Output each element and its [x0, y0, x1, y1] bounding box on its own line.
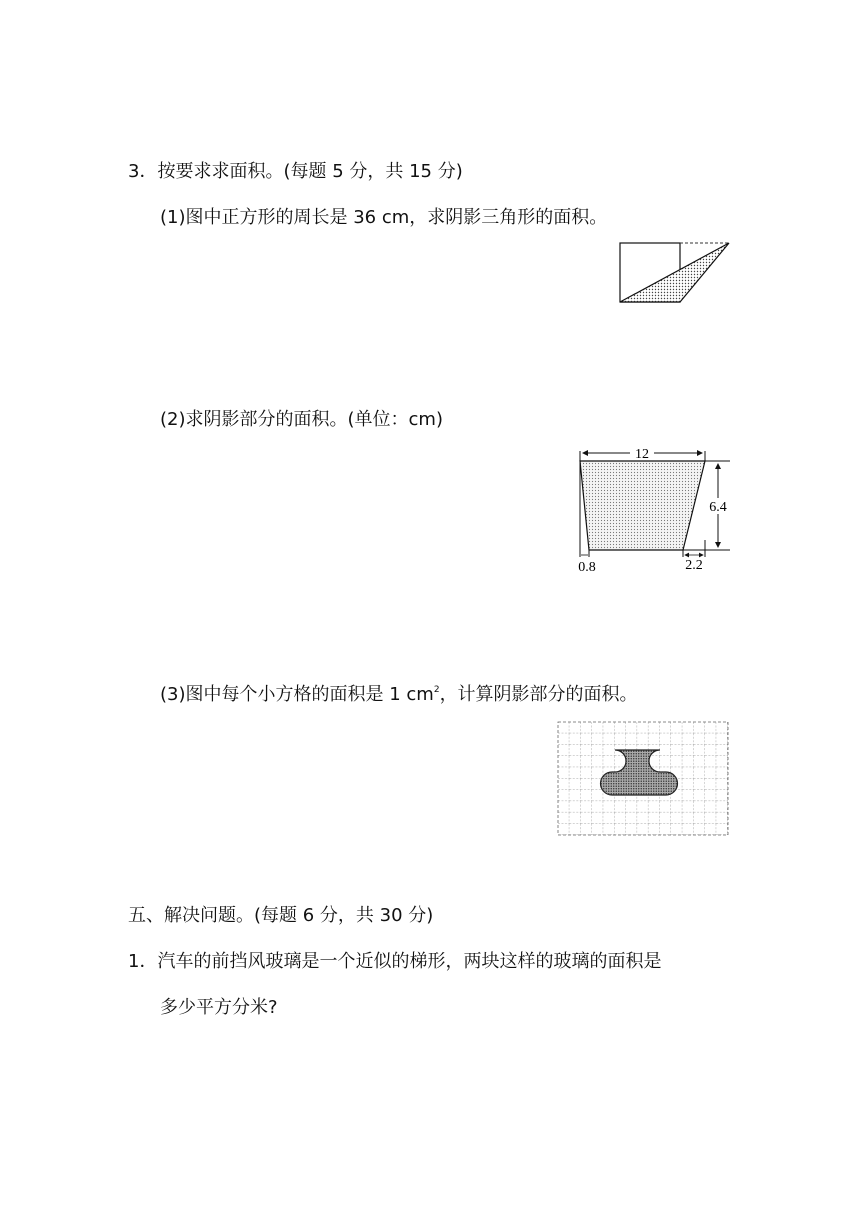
shaded-trapezoid	[580, 461, 705, 550]
question-3-1: (1)图中正方形的周长是 36 cm，求阴影三角形的面积。	[160, 207, 608, 228]
figure-grid-vase	[555, 719, 733, 839]
section-3-heading: 3．按要求求面积。(每题 5 分，共 15 分)	[128, 161, 463, 182]
question-5-1-line1: 1．汽车的前挡风玻璃是一个近似的梯形，两块这样的玻璃的面积是	[128, 951, 662, 972]
label-top: 12	[635, 447, 649, 462]
section-5-heading: 五、解决问题。(每题 6 分，共 30 分)	[128, 905, 434, 926]
question-3-3: (3)图中每个小方格的面积是 1 $cm^2$，计算阴影部分的面积。	[160, 684, 638, 705]
figure-square-triangle	[610, 236, 738, 308]
label-bottom-left: 0.8	[578, 560, 596, 575]
figure-trapezoid	[570, 444, 740, 578]
question-3-2: (2)求阴影部分的面积。(单位：cm)	[160, 409, 443, 430]
shaded-triangle	[620, 243, 729, 302]
label-bottom-right: 2.2	[685, 558, 703, 573]
label-right: 6.4	[709, 500, 727, 515]
question-5-1-line2: 多少平方分米?	[160, 997, 278, 1018]
